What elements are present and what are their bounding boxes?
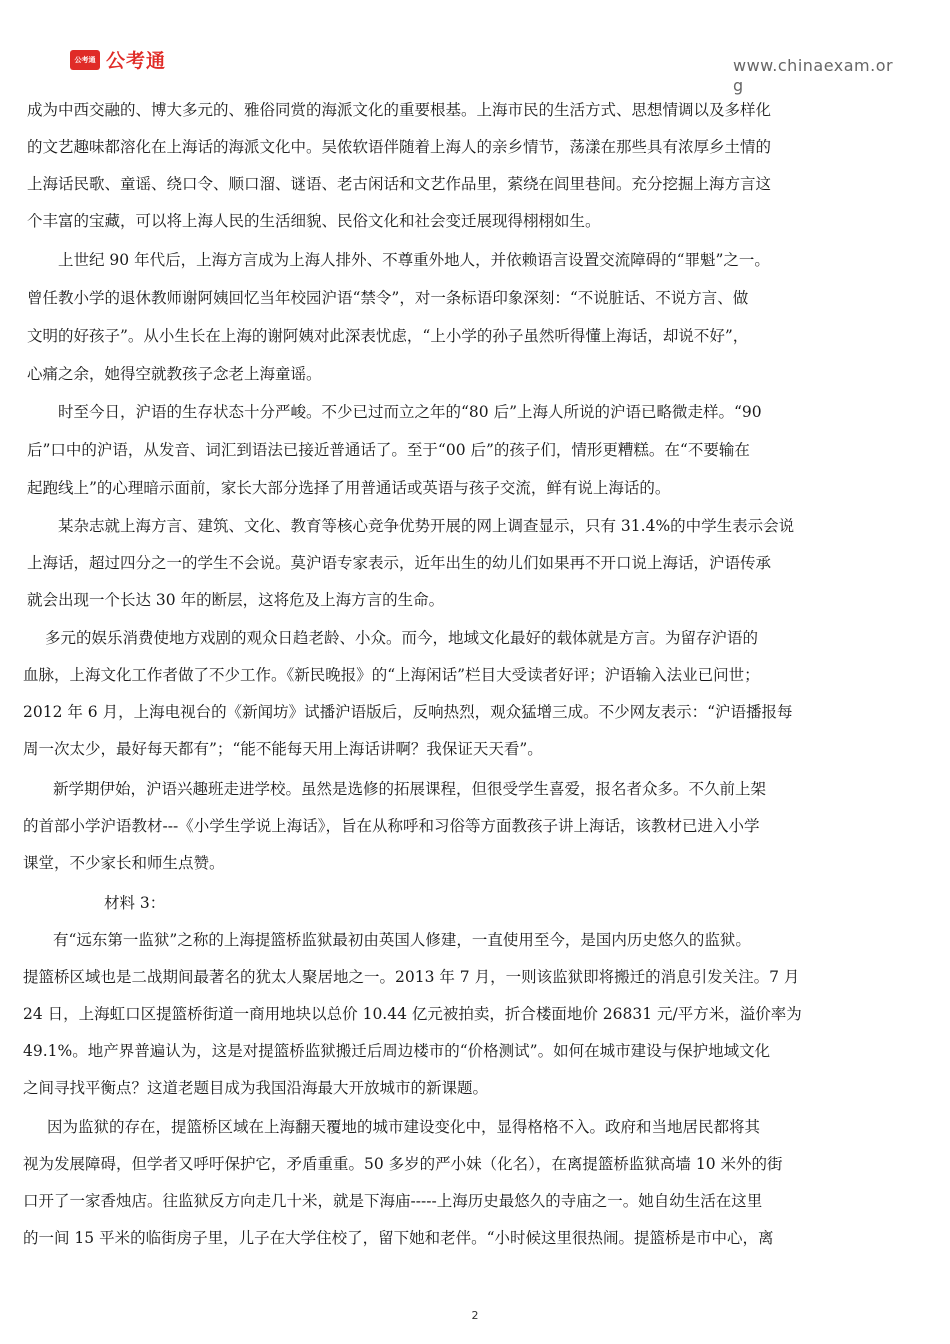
- paragraph-line: 起跑线上”的心理暗示面前，家长大部分选择了用普通话或英语与孩子交流，鲜有说上海话的。: [27, 479, 671, 497]
- paragraph-line: 新学期伊始，沪语兴趣班走进学校。虽然是选修的拓展课程，但很受学生喜爱，报名者众多。不久前上架: [53, 780, 767, 798]
- paragraph-line: 视为发展障碍，但学者又呼吁保护它，矛盾重重。50 多岁的严小妹（化名），在离提篮桥监狱高墙 10 米外的街: [23, 1155, 783, 1173]
- paragraph-line: 成为中西交融的、博大多元的、雅俗同赏的海派文化的重要根基。上海市民的生活方式、思想情调以及多样化: [27, 101, 772, 119]
- paragraph-line: 文明的好孩子”。从小生长在上海的谢阿姨对此深表忧虑，“上小学的孙子虽然听得懂上海话，却说不好”，: [27, 327, 749, 345]
- paragraph-line: 之间寻找平衡点？这道老题目成为我国沿海最大开放城市的新课题。: [23, 1079, 489, 1097]
- paragraph-line: 课堂，不少家长和师生点赞。: [23, 854, 225, 872]
- paragraph-line: 2012 年 6 月，上海电视台的《新闻坊》试播沪语版后，反响热烈，观众猛增三成。不少网友表示：“沪语播报每: [23, 703, 793, 721]
- section-heading: 材料 3：: [104, 894, 166, 912]
- paragraph-line: 提篮桥区域也是二战期间最著名的犹太人聚居地之一。2013 年 7 月，一则该监狱即将搬迁的消息引发关注。7 月: [23, 968, 800, 986]
- paragraph-line: 心痛之余，她得空就教孩子念老上海童谣。: [27, 365, 322, 383]
- paragraph-line: 上世纪 90 年代后，上海方言成为上海人排外、不尊重外地人，并依赖语言设置交流障碍的“罪魁”之一。: [58, 251, 770, 269]
- paragraph-line: 的首部小学沪语教材---《小学生学说上海话》，旨在从称呼和习俗等方面教孩子讲上海话，该教材已进入小学: [23, 817, 760, 835]
- paragraph-line: 上海话，超过四分之一的学生不会说。莫沪语专家表示，近年出生的幼儿们如果再不开口说上海话，沪语传承: [27, 554, 772, 572]
- paragraph-line: 周一次太少，最好每天都有”；“能不能每天用上海话讲啊？我保证天天看”。: [23, 740, 543, 758]
- paragraph-line: 上海话民歌、童谣、绕口令、顺口溜、谜语、老古闲话和文艺作品里，萦绕在闾里巷间。充分挖掘上海方言这: [27, 175, 772, 193]
- logo-text: 公考通: [106, 50, 167, 72]
- paragraph-line: 某杂志就上海方言、建筑、文化、教育等核心竞争优势开展的网上调查显示，只有 31.4%的中学生表示会说: [58, 517, 795, 535]
- paragraph-line: 个丰富的宝藏，可以将上海人民的生活细貌、民俗文化和社会变迁展现得栩栩如生。: [27, 212, 601, 230]
- paragraph-line: 49.1%。地产界普遍认为，这是对提篮桥监狱搬迁后周边楼市的“价格测试”。如何在城市建设与保护地域文化: [23, 1042, 771, 1060]
- paragraph-line: 24 日，上海虹口区提篮桥街道一商用地块以总价 10.44 亿元被拍卖，折合楼面地价 26831 元/平方米，溢价率为: [23, 1005, 802, 1023]
- page-header: [0, 0, 950, 95]
- paragraph-line: 后”口中的沪语，从发音、词汇到语法已接近普通话了。至于“00 后”的孩子们，情形更糟糕。在“不要输在: [27, 441, 750, 459]
- paragraph-line: 时至今日，沪语的生存状态十分严峻。不少已过而立之年的“80 后”上海人所说的沪语已略微走样。“90: [58, 403, 762, 421]
- page-number: 2: [471, 1309, 479, 1322]
- paragraph-line: 多元的娱乐消费使地方戏剧的观众日趋老龄、小众。而今，地域文化最好的载体就是方言。为留存沪语的: [45, 629, 759, 647]
- paragraph-line: 的一间 15 平米的临街房子里，儿子在大学住校了，留下她和老伴。“小时候这里很热闹。提篮桥是市中心，离: [23, 1229, 774, 1247]
- paragraph-line: 就会出现一个长达 30 年的断层，这将危及上海方言的生命。: [27, 591, 445, 609]
- paragraph-line: 因为监狱的存在，提篮桥区域在上海翻天覆地的城市建设变化中，显得格格不入。政府和当地居民都将其: [47, 1118, 761, 1136]
- paragraph-line: 血脉，上海文化工作者做了不少工作。《新民晚报》的“上海闲话”栏目大受读者好评；沪语输入法业已问世；: [23, 666, 760, 684]
- site-url: www.chinaexam.org: [733, 56, 894, 95]
- paragraph-line: 有“远东第一监狱”之称的上海提篮桥监狱最初由英国人修建，一直使用至今，是国内历史悠久的监狱。: [53, 931, 751, 949]
- logo-badge-icon: 公考通: [70, 50, 100, 70]
- paragraph-line: 口开了一家香烛店。往监狱反方向走几十米，就是下海庙-----上海历史最悠久的寺庙之一。她自幼生活在这里: [23, 1192, 763, 1210]
- logo: [70, 46, 166, 73]
- paragraph-line: 的文艺趣味都溶化在上海话的海派文化中。吴侬软语伴随着上海人的亲乡情节，荡漾在那些具有浓厚乡土情的: [27, 138, 772, 156]
- paragraph-line: 曾任教小学的退休教师谢阿姨回忆当年校园沪语“禁令”，对一条标语印象深刻：“不说脏话、不说方言、做: [27, 289, 749, 307]
